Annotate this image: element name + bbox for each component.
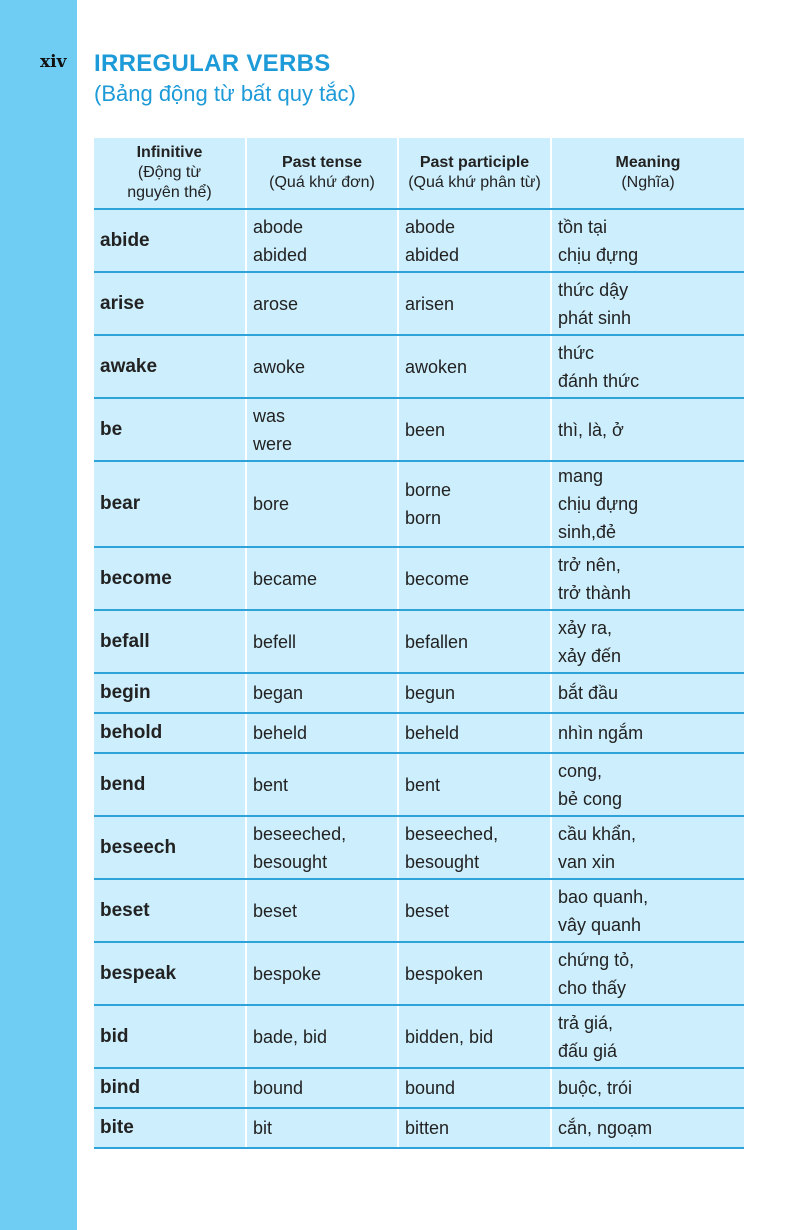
cell-infinitive (94, 272, 246, 335)
table-row (94, 610, 744, 673)
cell-infinitive (94, 610, 246, 673)
cell-infinitive (94, 713, 246, 753)
header-sublabel: (Nghĩa) (621, 174, 675, 191)
header-label: Past participle (419, 154, 530, 171)
cell-line: buộc, trói (558, 1078, 633, 1098)
cell-meaning (551, 753, 744, 816)
cell-line: begin (100, 682, 151, 703)
cell-line: befall (100, 630, 150, 652)
cell-line: sinh,đẻ (558, 522, 617, 542)
cell-line: befallen (405, 631, 469, 652)
cell-past-tense (246, 610, 398, 673)
cell-line: bore (253, 494, 290, 514)
cell-past-tense (246, 713, 398, 753)
cell-line: bound (405, 1078, 456, 1098)
cell-line: thức dậy (558, 279, 629, 300)
page-number: xiv (40, 52, 67, 72)
table-row (94, 713, 744, 753)
cell-line: thì, là, ở (558, 419, 624, 440)
cell-meaning (551, 879, 744, 942)
page-title: IRREGULAR VERBS (94, 50, 331, 77)
cell-past-participle (398, 673, 551, 713)
cell-line: bound (253, 1078, 304, 1098)
cell-past-participle (398, 209, 551, 272)
cell-line: chịu đựng (558, 244, 639, 265)
cell-line: bao quanh, (558, 886, 649, 907)
cell-line: bade, bid (253, 1026, 328, 1047)
cell-past-tense (246, 1068, 398, 1108)
table-body (94, 209, 744, 1148)
cell-line: bẻ cong (558, 788, 623, 809)
cell-line: abode (405, 216, 456, 237)
header-past-participle (398, 138, 551, 209)
cell-infinitive (94, 461, 246, 547)
cell-line: chứng tỏ, (558, 949, 635, 970)
table-row (94, 209, 744, 272)
cell-line: become (100, 567, 172, 589)
cell-past-participle (398, 753, 551, 816)
cell-line: born (405, 508, 442, 528)
cell-infinitive (94, 335, 246, 398)
cell-line: abide (100, 229, 150, 251)
cell-line: xảy đến (558, 645, 622, 666)
cell-line: vây quanh (558, 914, 642, 935)
header-row (94, 138, 744, 209)
header-sublabel: (Quá khứ đơn) (269, 174, 375, 191)
cell-line: bid (100, 1025, 129, 1047)
cell-meaning (551, 335, 744, 398)
cell-past-participle (398, 1068, 551, 1108)
cell-line: awake (100, 355, 158, 377)
table-row (94, 753, 744, 816)
header-sublabel: (Quá khứ phân từ) (408, 174, 541, 191)
cell-past-tense (246, 753, 398, 816)
cell-line: bespeak (100, 962, 177, 984)
cell-past-tense (246, 398, 398, 461)
cell-line: thức (558, 342, 595, 363)
cell-line: bitten (405, 1118, 450, 1138)
cell-infinitive (94, 547, 246, 610)
cell-past-participle (398, 610, 551, 673)
cell-line: mang (558, 466, 604, 486)
header-sublabel: nguyên thể) (127, 184, 212, 201)
cell-past-participle (398, 547, 551, 610)
cell-line: beseeched, (253, 823, 347, 844)
cell-past-tense (246, 942, 398, 1005)
table-row (94, 461, 744, 547)
table-row (94, 879, 744, 942)
cell-line: became (253, 568, 318, 589)
cell-line: befell (253, 631, 297, 652)
cell-past-tense (246, 209, 398, 272)
cell-infinitive (94, 398, 246, 461)
cell-meaning (551, 398, 744, 461)
cell-past-tense (246, 879, 398, 942)
cell-line: abided (253, 244, 308, 265)
header-sublabel: (Động từ (137, 164, 202, 181)
cell-line: bent (253, 774, 289, 795)
cell-line: was (253, 405, 286, 426)
cell-infinitive (94, 209, 246, 272)
cell-line: bend (100, 773, 146, 795)
cell-infinitive (94, 1108, 246, 1148)
cell-infinitive (94, 673, 246, 713)
table-row (94, 272, 744, 335)
cell-line: xảy ra, (558, 617, 613, 638)
cell-past-tense (246, 461, 398, 547)
cell-line: been (405, 419, 446, 440)
cell-meaning (551, 942, 744, 1005)
cell-line: bind (100, 1077, 141, 1098)
cell-line: besought (405, 851, 480, 872)
table-row (94, 547, 744, 610)
cell-line: đấu giá (558, 1040, 618, 1061)
table-row (94, 942, 744, 1005)
cell-past-tense (246, 816, 398, 879)
cell-line: cắn, ngoạm (558, 1118, 653, 1138)
cell-line: beset (405, 900, 450, 921)
header-label: Infinitive (136, 144, 203, 161)
cell-past-participle (398, 461, 551, 547)
cell-line: bidden, bid (405, 1026, 494, 1047)
cell-line: become (405, 568, 470, 589)
cell-meaning (551, 1068, 744, 1108)
table-header (94, 138, 744, 209)
cell-line: beseeched, (405, 823, 499, 844)
cell-line: trả giá, (558, 1012, 614, 1033)
cell-past-tense (246, 272, 398, 335)
cell-line: abided (405, 244, 460, 265)
cell-past-tense (246, 1108, 398, 1148)
cell-past-participle (398, 335, 551, 398)
cell-line: trở thành (558, 582, 631, 603)
table-row (94, 673, 744, 713)
cell-infinitive (94, 816, 246, 879)
cell-line: bear (100, 493, 141, 514)
cell-meaning (551, 209, 744, 272)
cell-infinitive (94, 942, 246, 1005)
cell-line: awoken (405, 356, 468, 377)
cell-past-tense (246, 547, 398, 610)
cell-line: were (253, 433, 293, 454)
cell-line: bent (405, 774, 441, 795)
cell-line: besought (253, 851, 328, 872)
cell-line: van xin (558, 851, 616, 872)
cell-line: borne (405, 480, 452, 500)
cell-meaning (551, 1005, 744, 1068)
cell-past-participle (398, 272, 551, 335)
cell-line: arose (253, 293, 299, 314)
cell-line: beheld (405, 723, 460, 743)
table-row (94, 816, 744, 879)
cell-line: arisen (405, 293, 455, 314)
cell-line: awoke (253, 356, 306, 377)
cell-past-participle (398, 1108, 551, 1148)
cell-meaning (551, 816, 744, 879)
cell-infinitive (94, 879, 246, 942)
cell-line: arise (100, 292, 145, 314)
cell-line: begun (405, 683, 456, 703)
cell-line: abode (253, 216, 304, 237)
cell-line: bit (253, 1118, 273, 1138)
header-past-tense (246, 138, 398, 209)
cell-line: beset (253, 900, 298, 921)
cell-meaning (551, 713, 744, 753)
cell-line: tồn tại (558, 216, 608, 237)
cell-line: cho thấy (558, 977, 627, 998)
cell-past-participle (398, 942, 551, 1005)
left-margin-bar (0, 0, 77, 1230)
cell-line: cong, (558, 760, 603, 781)
cell-line: bespoken (405, 963, 484, 984)
cell-line: began (253, 683, 304, 703)
cell-past-participle (398, 816, 551, 879)
cell-line: trở nên, (558, 554, 621, 575)
table-row (94, 1005, 744, 1068)
cell-meaning (551, 547, 744, 610)
cell-infinitive (94, 753, 246, 816)
cell-line: behold (100, 722, 163, 743)
cell-past-participle (398, 398, 551, 461)
cell-meaning (551, 673, 744, 713)
cell-past-tense (246, 335, 398, 398)
cell-past-tense (246, 673, 398, 713)
cell-line: beseech (100, 836, 177, 858)
table-row (94, 1108, 744, 1148)
header-meaning (551, 138, 744, 209)
cell-line: đánh thức (558, 370, 640, 391)
cell-infinitive (94, 1068, 246, 1108)
page-subtitle: (Bảng động từ bất quy tắc) (94, 81, 356, 106)
cell-past-participle (398, 713, 551, 753)
irregular-verbs-table (94, 138, 744, 1149)
cell-line: chịu đựng (558, 494, 639, 514)
header-infinitive (94, 138, 246, 209)
cell-meaning (551, 461, 744, 547)
header-label: Meaning (615, 154, 681, 171)
cell-line: bắt đầu (558, 683, 619, 703)
cell-past-tense (246, 1005, 398, 1068)
cell-line: beheld (253, 723, 308, 743)
table-row (94, 335, 744, 398)
cell-line: be (100, 418, 123, 440)
header-label: Past tense (281, 154, 363, 171)
cell-line: beset (100, 899, 150, 921)
cell-meaning (551, 272, 744, 335)
cell-infinitive (94, 1005, 246, 1068)
cell-past-participle (398, 1005, 551, 1068)
cell-meaning (551, 610, 744, 673)
cell-line: nhìn ngắm (558, 723, 644, 743)
cell-meaning (551, 1108, 744, 1148)
table-row (94, 1068, 744, 1108)
cell-line: bespoke (253, 963, 322, 984)
cell-line: bite (100, 1117, 134, 1138)
table-row (94, 398, 744, 461)
cell-line: cầu khẩn, (558, 823, 637, 844)
cell-past-participle (398, 879, 551, 942)
cell-line: phát sinh (558, 307, 632, 328)
